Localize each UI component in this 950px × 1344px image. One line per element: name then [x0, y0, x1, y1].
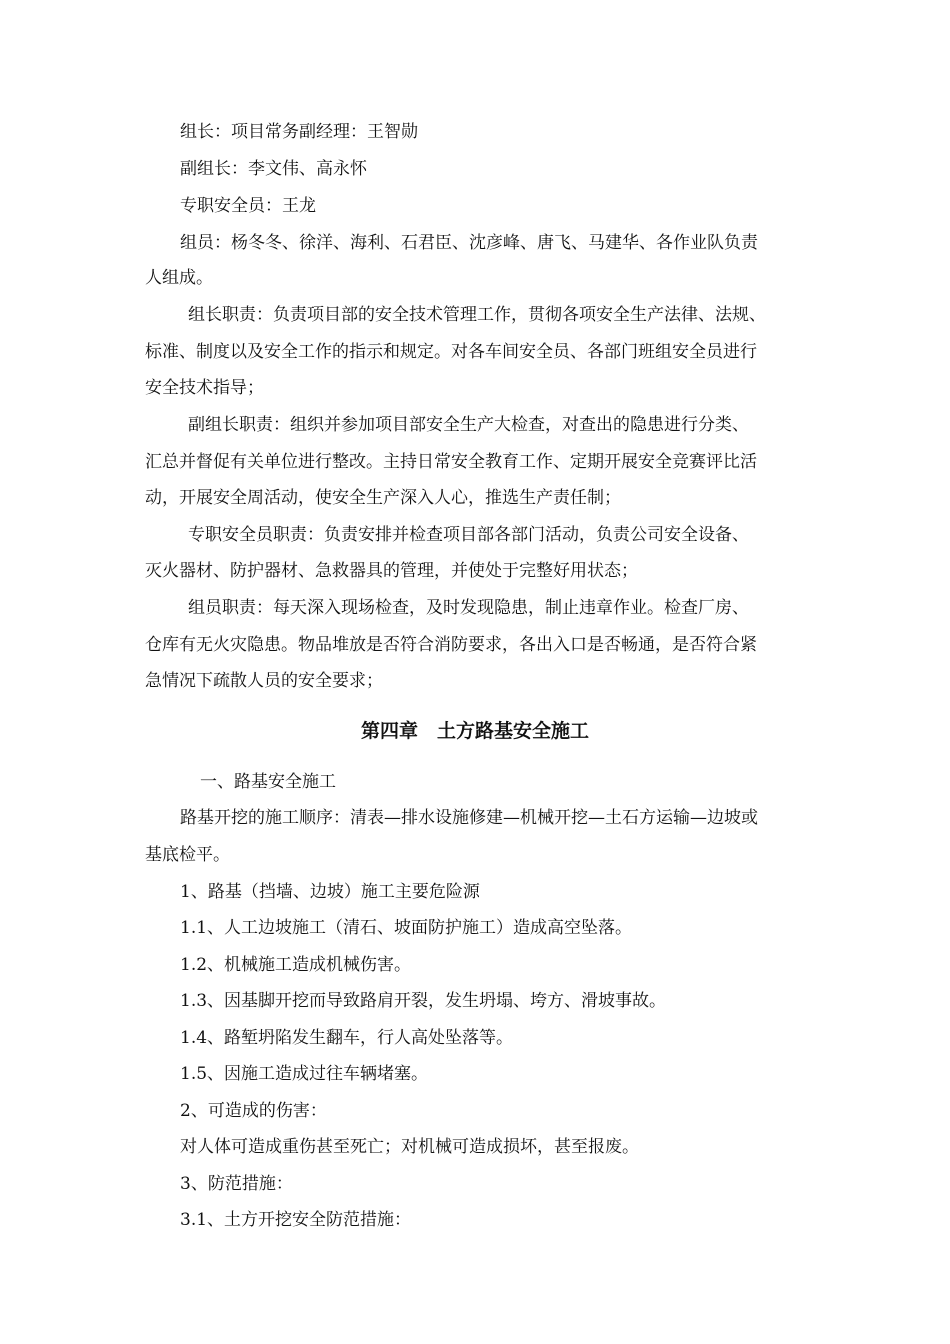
text-line: 组长：项目常务副经理：王智勋 — [180, 122, 418, 142]
text-line: 标准、制度以及安全工作的指示和规定。对各车间安全员、各部门班组安全员进行 — [145, 342, 757, 362]
text-line: 动，开展安全周活动，使安全生产深入人心，推选生产责任制； — [145, 488, 621, 508]
text-line: 3.1、土方开挖安全防范措施： — [180, 1210, 412, 1230]
text-line: 路基开挖的施工顺序：清表—排水设施修建—机械开挖—土石方运输—边坡或 — [180, 808, 758, 828]
text-line: 灭火器材、防护器材、急救器具的管理，并使处于完整好用状态； — [145, 561, 638, 581]
text-line: 副组长职责：组织并参加项目部安全生产大检查，对查出的隐患进行分类、 — [188, 415, 749, 435]
text-line: 仓库有无火灾隐患。物品堆放是否符合消防要求，各出入口是否畅通，是否符合紧 — [145, 635, 757, 655]
text-line: 1.4、路堑坍陷发生翻车，行人高处坠落等。 — [180, 1028, 514, 1048]
text-line: 组员：杨冬冬、徐洋、海利、石君臣、沈彦峰、唐飞、马建华、各作业队负责 — [180, 233, 758, 253]
text-line: 汇总并督促有关单位进行整改。主持日常安全教育工作、定期开展安全竞赛评比活 — [145, 452, 757, 472]
text-line: 2、可造成的伤害： — [180, 1101, 327, 1121]
chapter-title: 第四章 土方路基安全施工 — [360, 720, 589, 742]
text-line: 专职安全员职责：负责安排并检查项目部各部门活动，负责公司安全设备、 — [188, 525, 749, 545]
text-line: 1、路基（挡墙、边坡）施工主要危险源 — [180, 882, 480, 902]
text-line: 1.2、机械施工造成机械伤害。 — [180, 955, 412, 975]
text-line: 组员职责：每天深入现场检查，及时发现隐患，制止违章作业。检查厂房、 — [188, 598, 749, 618]
text-line: 基底检平。 — [145, 845, 230, 865]
text-line: 3、防范措施： — [180, 1174, 293, 1194]
text-line: 副组长：李文伟、高永怀 — [180, 159, 367, 179]
text-line: 人组成。 — [145, 268, 213, 288]
text-line: 1.5、因施工造成过往车辆堵塞。 — [180, 1064, 429, 1084]
text-line: 专职安全员：王龙 — [180, 196, 316, 216]
text-line: 对人体可造成重伤甚至死亡；对机械可造成损坏，甚至报废。 — [180, 1137, 639, 1157]
text-line: 1.3、因基脚开挖而导致路肩开裂，发生坍塌、垮方、滑坡事故。 — [180, 991, 667, 1011]
text-line: 1.1、人工边坡施工（清石、坡面防护施工）造成高空坠落。 — [180, 918, 633, 938]
text-line: 组长职责：负责项目部的安全技术管理工作，贯彻各项安全生产法律、法规、 — [188, 305, 766, 325]
section-heading: 一、路基安全施工 — [200, 772, 336, 792]
text-line: 急情况下疏散人员的安全要求； — [145, 671, 383, 691]
text-line: 安全技术指导； — [145, 378, 264, 398]
